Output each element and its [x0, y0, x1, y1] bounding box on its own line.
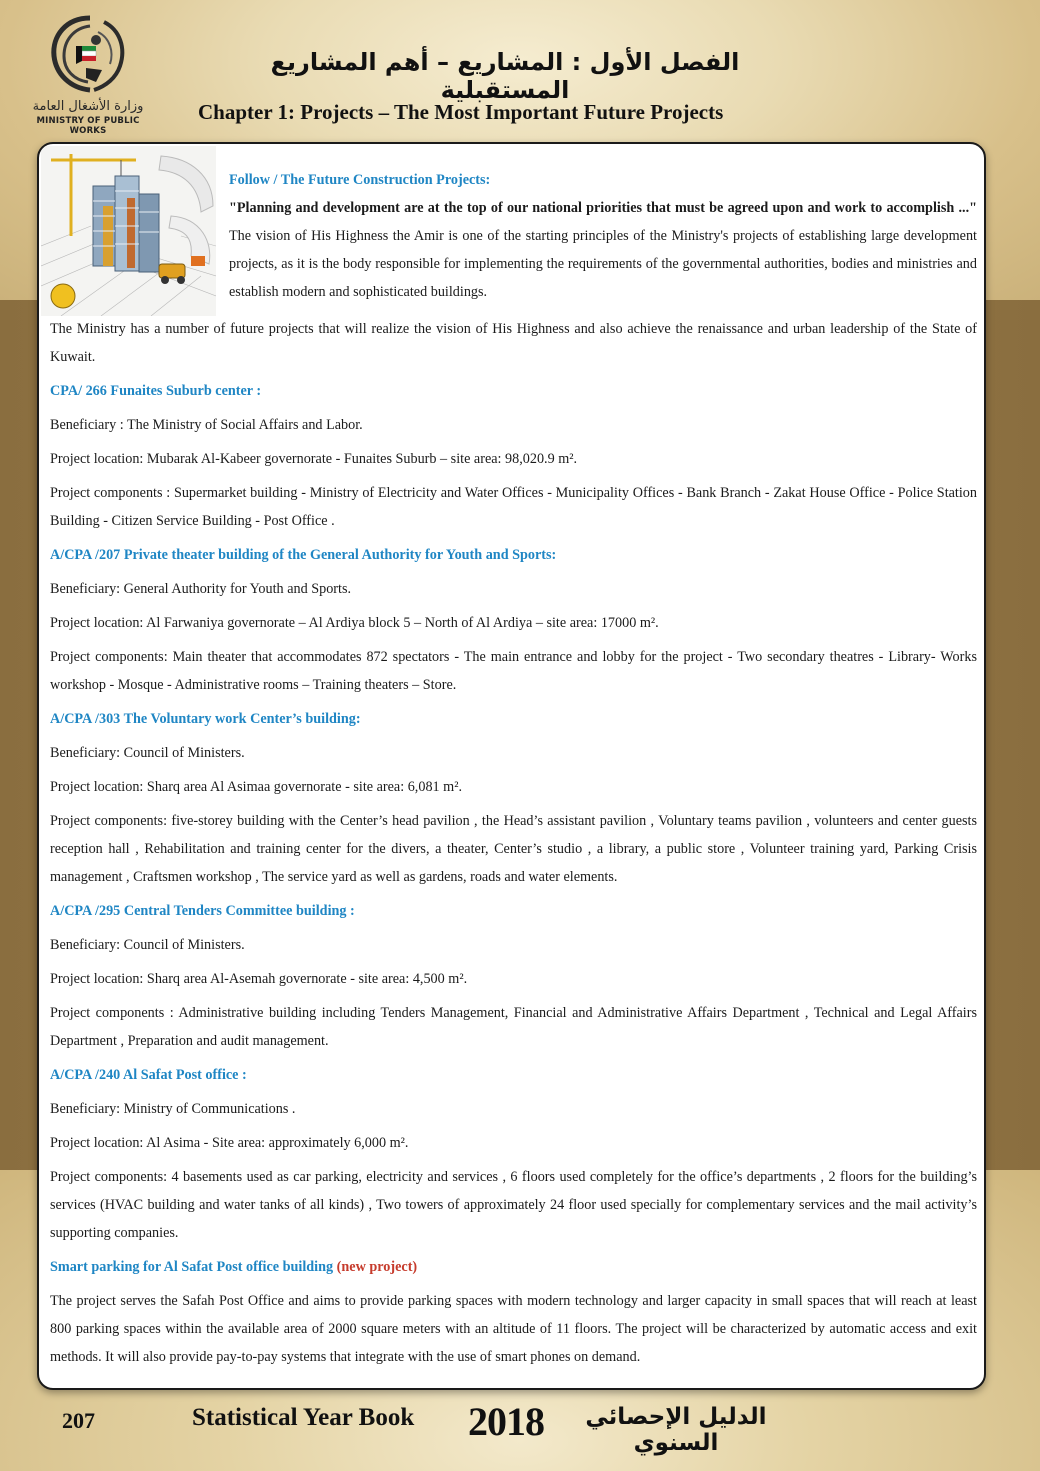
intro-body: The vision of His Highness the Amir is one of the starting principles of the Ministry's projects of establishing large development projects, as it is the body responsible for implementing the requirements of the governmental authorities, bodies and ministries and establish modern and sophisticated buildings. [229, 228, 977, 300]
project-components: Project components : Administrative building including Tenders Management, Financial and Administrative Affairs Department , Technical and Legal Affairs Department , Preparation and audit management. [50, 1005, 977, 1049]
footer-book-title: Statistical Year Book [192, 1404, 415, 1431]
page-number: 207 [62, 1408, 95, 1433]
content-panel [37, 142, 986, 1390]
project-components: Project components : Supermarket building - Ministry of Electricity and Water Offices - Municipality Offices - Bank Branch - Zakat House Office - Police Station Building - Citizen Service Building - Post Office . [50, 485, 977, 529]
project-heading: CPA/ 266 Funaites Suburb center : [50, 383, 262, 399]
project-section [50, 541, 977, 699]
project-heading: A/CPA /295 Central Tenders Committee building : [50, 903, 355, 919]
smart-parking-section [50, 1253, 977, 1371]
project-beneficiary: Beneficiary: Council of Ministers. [50, 745, 245, 761]
project-heading: A/CPA /240 Al Safat Post office : [50, 1067, 247, 1083]
project-beneficiary: Beneficiary: General Authority for Youth and Sports. [50, 581, 352, 597]
ministry-logo-icon [46, 12, 130, 98]
footer-book-title-arabic: الدليل الإحصائي السنوي [585, 1404, 767, 1456]
logo-english-text: MINISTRY OF PUBLIC WORKS [36, 116, 140, 136]
project-list [50, 377, 977, 1371]
project-section [50, 705, 977, 891]
intro-paragraph-2: The Ministry has a number of future projects that will realize the vision of His Highness and also achieve the renaissance and urban leadership of the State of Kuwait. [50, 321, 977, 365]
chapter-title-english: Chapter 1: Projects – The Most Important Future Projects [198, 100, 724, 124]
project-components: Project components: five-storey building with the Center’s head pavilion , the Head’s assistant pavilion , Voluntary teams pavilion , volunteers and center guests reception hall , Rehabilitation and training center for the divers, a theater, Center’s studio , a library, a public store , Volunteer training yard, Parking Crisis management , Craftsmen workshop , The service yard as well as gardens, roads and water elements. [50, 813, 977, 885]
project-beneficiary: Beneficiary : The Ministry of Social Affairs and Labor. [50, 417, 363, 433]
project-location: Project location: Sharq area Al Asimaa governorate - site area: 6,081 m². [50, 779, 463, 795]
ministry-logo [22, 12, 154, 136]
intro-paragraph [229, 194, 977, 306]
intro-quote: "Planning and development are at the top of our national priorities that must be agreed upon and work to accomplish ..." [229, 200, 977, 216]
footer-year: 2018 [468, 1399, 544, 1444]
new-project-badge: (new project) [336, 1259, 418, 1275]
project-section [50, 377, 977, 535]
project-section [50, 897, 977, 1055]
project-beneficiary: Beneficiary: Ministry of Communications . [50, 1101, 296, 1117]
construction-illustration [41, 146, 216, 316]
project-location: Project location: Al Farwaniya governorate – Al Ardiya block 5 – North of Al Ardiya – site area: 17000 m². [50, 615, 659, 631]
construction-illustration-icon [41, 146, 216, 316]
project-heading: A/CPA /207 Private theater building of the General Authority for Youth and Sports: [50, 547, 557, 563]
project-section [50, 1061, 977, 1247]
project-beneficiary: Beneficiary: Council of Ministers. [50, 937, 245, 953]
chapter-title-arabic: الفصل الأول : المشاريع – أهم المشاريع المستقبلية [270, 48, 740, 104]
intro-heading: Follow / The Future Construction Projects: [229, 172, 491, 188]
logo-arabic-text: وزارة الأشغال العامة [32, 99, 144, 114]
project-components: Project components: Main theater that accommodates 872 spectators - The main entrance and lobby for the project - Two secondary theatres - Library- Works workshop - Mosque - Administrative rooms – Training theaters – Store. [50, 649, 977, 693]
smart-parking-body: The project serves the Safah Post Office and aims to provide parking spaces with modern technology and larger capacity in small spaces that will reach at least 800 parking spaces within the available area of 2000 square meters with an altitude of 11 floors. The project will be characterized by automatic access and exit methods. It will also provide pay-to-pay systems that integrate with the use of smart phones on demand. [50, 1293, 977, 1365]
project-components: Project components: 4 basements used as car parking, electricity and services , 6 floors used completely for the office’s departments , 2 floors for the building’s services (HVAC building and water tanks of all kinds) , Two towers of approximately 24 floor used specially for complementary services and the mail activity’s supporting companies. [50, 1169, 977, 1241]
project-location: Project location: Mubarak Al-Kabeer governorate - Funaites Suburb – site area: 98,020.9 m². [50, 451, 578, 467]
project-location: Project location: Al Asima - Site area: approximately 6,000 m². [50, 1135, 409, 1151]
project-location: Project location: Sharq area Al-Asemah governorate - site area: 4,500 m². [50, 971, 468, 987]
smart-parking-heading: Smart parking for Al Safat Post office building [50, 1259, 337, 1275]
project-heading: A/CPA /303 The Voluntary work Center’s building: [50, 711, 361, 727]
